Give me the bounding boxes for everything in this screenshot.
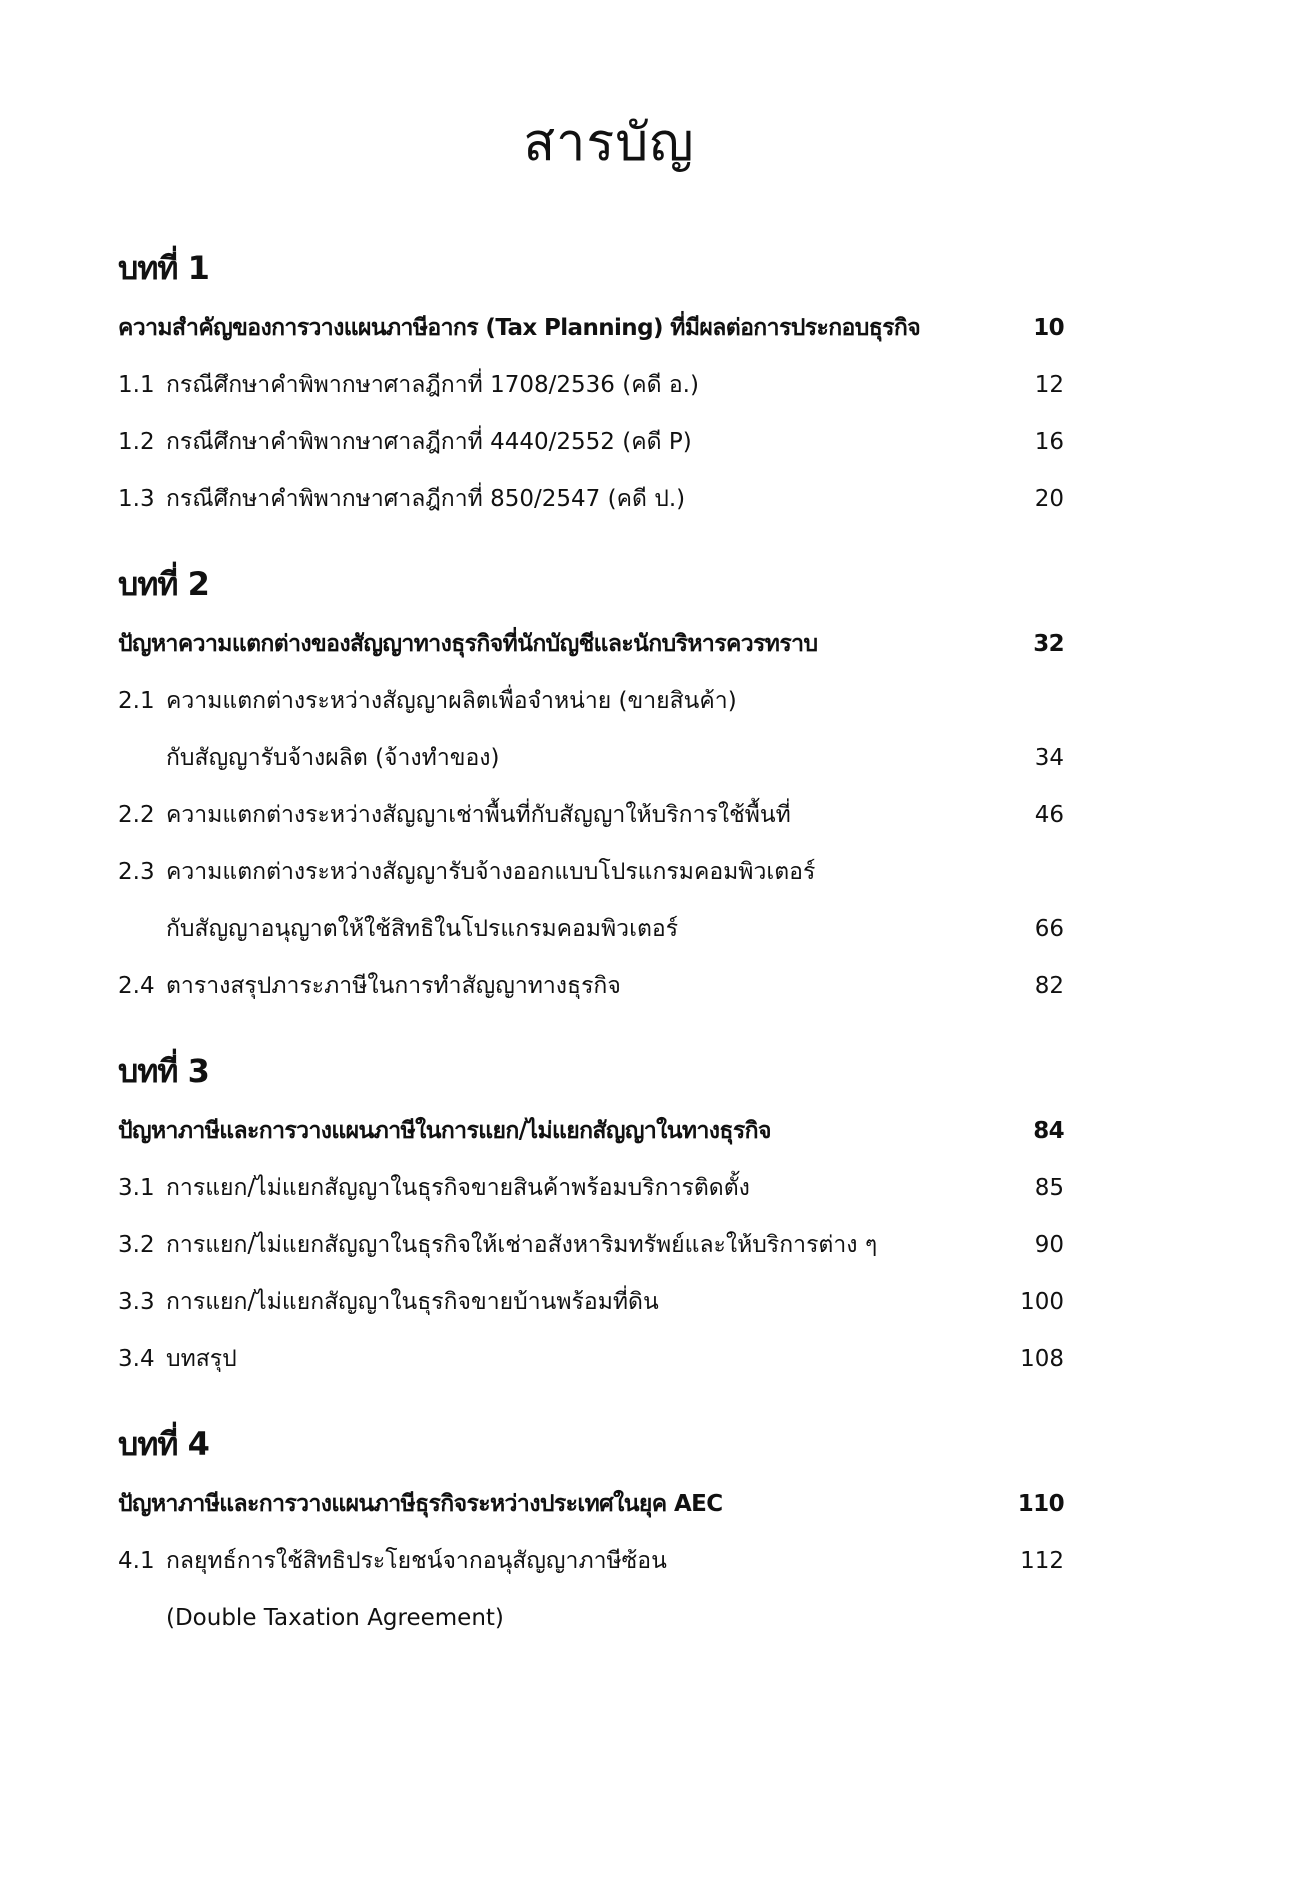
entry-number: 2.1 xyxy=(118,688,155,714)
chapter-heading: บทที่ 2 xyxy=(118,565,209,603)
entry-label: กลยุทธ์การใช้สิทธิประโยชน์จากอนุสัญญาภาษีซ้อน xyxy=(166,1548,667,1574)
entry-page: 66 xyxy=(1034,916,1064,942)
entry-page: 82 xyxy=(1034,973,1064,999)
toc-entry[interactable] xyxy=(118,1533,1064,1590)
entry-number: 4.1 xyxy=(118,1548,155,1574)
entry-label: ปัญหาภาษีและการวางแผนภาษีในการแยก/ไม่แยกสัญญาในทางธุรกิจ xyxy=(118,1118,771,1144)
entry-page: 10 xyxy=(1033,315,1064,341)
chapter-heading: บทที่ 4 xyxy=(118,1425,209,1463)
entry-number: 1.3 xyxy=(118,486,155,512)
toc-entry[interactable] xyxy=(118,1217,1064,1274)
chapter-main-entry[interactable] xyxy=(118,1476,1064,1533)
entry-page: 34 xyxy=(1034,745,1064,771)
chapter-main-entry[interactable] xyxy=(118,300,1064,357)
entry-page: 32 xyxy=(1033,631,1064,657)
entry-page: 46 xyxy=(1034,802,1064,828)
entry-number: 3.2 xyxy=(118,1232,155,1258)
entry-label: ปัญหาภาษีและการวางแผนภาษีธุรกิจระหว่างประเทศในยุค AEC xyxy=(118,1491,723,1517)
chapter-3 xyxy=(118,1045,1064,1388)
entry-label: ความแตกต่างระหว่างสัญญาผลิตเพื่อจำหน่าย (ขายสินค้า) xyxy=(166,688,737,714)
entry-number: 2.4 xyxy=(118,973,155,999)
chapter-main-entry[interactable] xyxy=(118,1103,1064,1160)
chapter-2 xyxy=(118,558,1064,1015)
entry-label: กรณีศึกษาคำพิพากษาศาลฎีกาที่ 4440/2552 (คดี P) xyxy=(166,429,692,455)
entry-label: ปัญหาความแตกต่างของสัญญาทางธุรกิจที่นักบัญชีและนักบริหารควรทราบ xyxy=(118,631,818,657)
table-of-contents xyxy=(118,242,1064,1677)
chapter-4 xyxy=(118,1418,1064,1647)
entry-label: ความแตกต่างระหว่างสัญญาเช่าพื้นที่กับสัญญาให้บริการใช้พื้นที่ xyxy=(166,802,791,828)
entry-number: 1.2 xyxy=(118,429,155,455)
entry-label: การแยก/ไม่แยกสัญญาในธุรกิจขายบ้านพร้อมที่ดิน xyxy=(166,1289,659,1315)
toc-entry[interactable] xyxy=(118,958,1064,1015)
toc-entry-continuation[interactable] xyxy=(118,901,1064,958)
entry-page: 12 xyxy=(1034,372,1064,398)
toc-entry[interactable] xyxy=(118,414,1064,471)
entry-label: บทสรุป xyxy=(166,1346,237,1372)
entry-label: (Double Taxation Agreement) xyxy=(166,1605,504,1631)
toc-entry[interactable] xyxy=(118,471,1064,528)
chapter-main-entry[interactable] xyxy=(118,616,1064,673)
entry-page: 16 xyxy=(1034,429,1064,455)
entry-label: กับสัญญาอนุญาตให้ใช้สิทธิในโปรแกรมคอมพิวเตอร์ xyxy=(166,916,679,942)
toc-entry[interactable] xyxy=(118,844,1064,901)
entry-page: 20 xyxy=(1034,486,1064,512)
toc-entry[interactable] xyxy=(118,357,1064,414)
entry-number: 2.3 xyxy=(118,859,155,885)
entry-label: ตารางสรุปภาระภาษีในการทำสัญญาทางธุรกิจ xyxy=(166,973,621,999)
chapter-heading: บทที่ 3 xyxy=(118,1052,209,1090)
entry-page: 85 xyxy=(1034,1175,1064,1201)
entry-page: 112 xyxy=(1020,1548,1064,1574)
entry-label: ความสำคัญของการวางแผนภาษีอากร (Tax Planning) ที่มีผลต่อการประกอบธุรกิจ xyxy=(118,315,921,341)
toc-entry[interactable] xyxy=(118,1160,1064,1217)
entry-number: 3.3 xyxy=(118,1289,155,1315)
entry-label: การแยก/ไม่แยกสัญญาในธุรกิจให้เช่าอสังหาริมทรัพย์และให้บริการต่าง ๆ xyxy=(166,1232,878,1258)
entry-label: กรณีศึกษาคำพิพากษาศาลฎีกาที่ 1708/2536 (คดี อ.) xyxy=(166,372,699,398)
entry-page: 84 xyxy=(1033,1118,1064,1144)
entry-number: 3.4 xyxy=(118,1346,155,1372)
toc-entry[interactable] xyxy=(118,1331,1064,1388)
chapter-1 xyxy=(118,242,1064,528)
entry-page: 110 xyxy=(1017,1491,1064,1517)
chapter-heading: บทที่ 1 xyxy=(118,249,209,287)
toc-entry-continuation[interactable] xyxy=(118,730,1064,787)
entry-page: 108 xyxy=(1020,1346,1064,1372)
entry-label: ความแตกต่างระหว่างสัญญารับจ้างออกแบบโปรแกรมคอมพิวเตอร์ xyxy=(166,859,816,885)
entry-page: 100 xyxy=(1020,1289,1064,1315)
toc-entry-continuation[interactable] xyxy=(118,1590,1064,1647)
toc-entry[interactable] xyxy=(118,1274,1064,1331)
entry-label: การแยก/ไม่แยกสัญญาในธุรกิจขายสินค้าพร้อมบริการติดตั้ง xyxy=(166,1175,750,1201)
entry-page: 90 xyxy=(1034,1232,1064,1258)
toc-entry[interactable] xyxy=(118,673,1064,730)
entry-number: 3.1 xyxy=(118,1175,155,1201)
page-title: สารบัญ xyxy=(523,113,695,173)
toc-entry[interactable] xyxy=(118,787,1064,844)
entry-label: กรณีศึกษาคำพิพากษาศาลฎีกาที่ 850/2547 (คดี ป.) xyxy=(166,486,686,512)
entry-label: กับสัญญารับจ้างผลิต (จ้างทำของ) xyxy=(166,745,500,771)
entry-number: 1.1 xyxy=(118,372,155,398)
entry-number: 2.2 xyxy=(118,802,155,828)
